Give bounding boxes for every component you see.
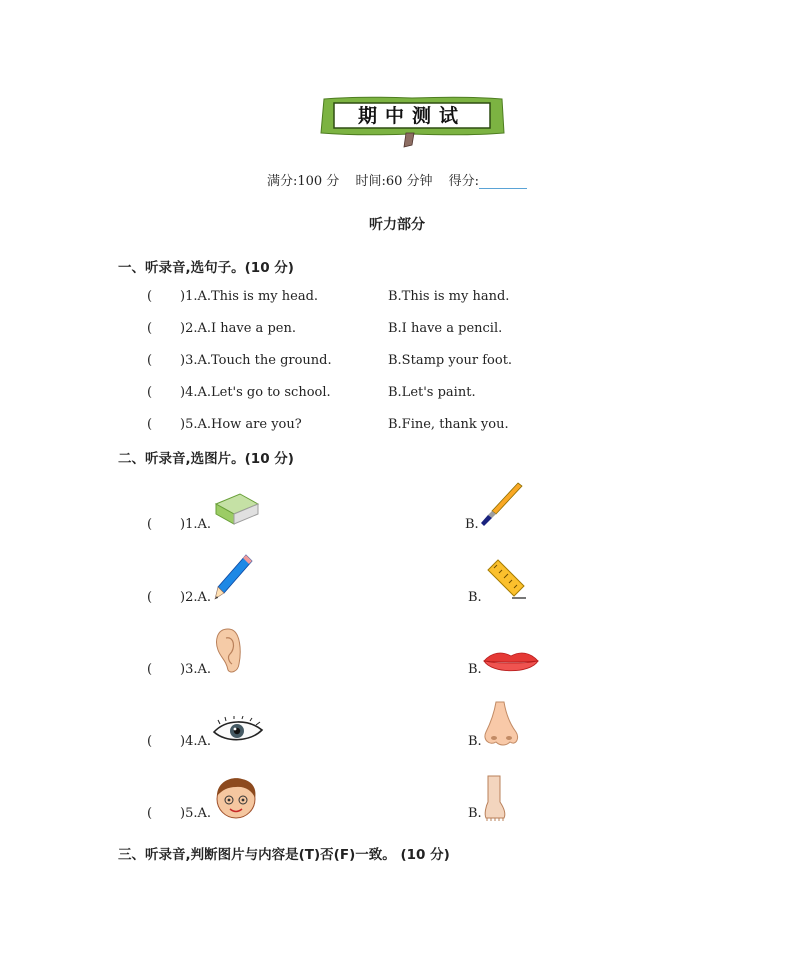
- section-subtitle: 听力部分: [369, 217, 425, 233]
- s1-option-b-1: B.This is my hand.: [388, 289, 510, 304]
- ruler-icon: [484, 556, 528, 602]
- score-label: 得分:: [448, 174, 480, 189]
- title-banner: [318, 95, 506, 139]
- page-title: 期中测试: [357, 105, 466, 127]
- section2-heading: 二、听录音,选图片。(10 分): [118, 451, 294, 467]
- s2-paren-2: (: [147, 590, 153, 605]
- s1-paren-4: (: [147, 385, 153, 400]
- full-score: 满分:100 分: [266, 174, 340, 189]
- paintbrush-icon: [478, 480, 524, 530]
- ear-icon: [212, 626, 244, 674]
- s1-option-a-2: )2.A.I have a pen.: [180, 321, 296, 336]
- lips-icon: [482, 648, 540, 676]
- s1-paren-3: (: [147, 353, 153, 368]
- section1-heading: 一、听录音,选句子。(10 分): [118, 260, 294, 276]
- exam-meta: [0, 170, 794, 189]
- face-icon: [212, 774, 260, 822]
- score-blank[interactable]: [479, 176, 527, 189]
- pencil-icon: [212, 553, 254, 603]
- s2-option-b-2: B.: [468, 590, 482, 605]
- s2-option-a-2: )2.A.: [180, 590, 211, 605]
- s1-paren-2: (: [147, 321, 153, 336]
- s2-option-a-5: )5.A.: [180, 806, 211, 821]
- s2-paren-1: (: [147, 517, 153, 532]
- s1-option-b-4: B.Let's paint.: [388, 385, 476, 400]
- s2-option-a-4: )4.A.: [180, 734, 211, 749]
- s1-option-b-5: B.Fine, thank you.: [388, 417, 509, 432]
- s1-option-a-5: )5.A.How are you?: [180, 417, 302, 432]
- s1-paren-1: (: [147, 289, 153, 304]
- s1-paren-5: (: [147, 417, 153, 432]
- s2-option-b-5: B.: [468, 806, 482, 821]
- s2-paren-5: (: [147, 806, 153, 821]
- s2-option-a-3: )3.A.: [180, 662, 211, 677]
- s2-option-b-1: B.: [465, 517, 479, 532]
- eye-icon: [212, 716, 264, 746]
- section3-heading: 三、听录音,判断图片与内容是(T)否(F)一致。 (10 分): [118, 847, 450, 863]
- s2-paren-4: (: [147, 734, 153, 749]
- s1-option-a-1: )1.A.This is my head.: [180, 289, 319, 304]
- s1-option-a-3: )3.A.Touch the ground.: [180, 353, 332, 368]
- s1-option-b-2: B.I have a pencil.: [388, 321, 503, 336]
- nose-icon: [482, 700, 520, 748]
- s1-option-a-4: )4.A.Let's go to school.: [180, 385, 331, 400]
- foot-icon: [482, 774, 508, 822]
- s2-option-b-3: B.: [468, 662, 482, 677]
- s2-option-a-1: )1.A.: [180, 517, 211, 532]
- eraser-icon: [212, 490, 260, 528]
- time-limit: 时间:60 分钟: [355, 174, 433, 189]
- s2-option-b-4: B.: [468, 734, 482, 749]
- s2-paren-3: (: [147, 662, 153, 677]
- s1-option-b-3: B.Stamp your foot.: [388, 353, 513, 368]
